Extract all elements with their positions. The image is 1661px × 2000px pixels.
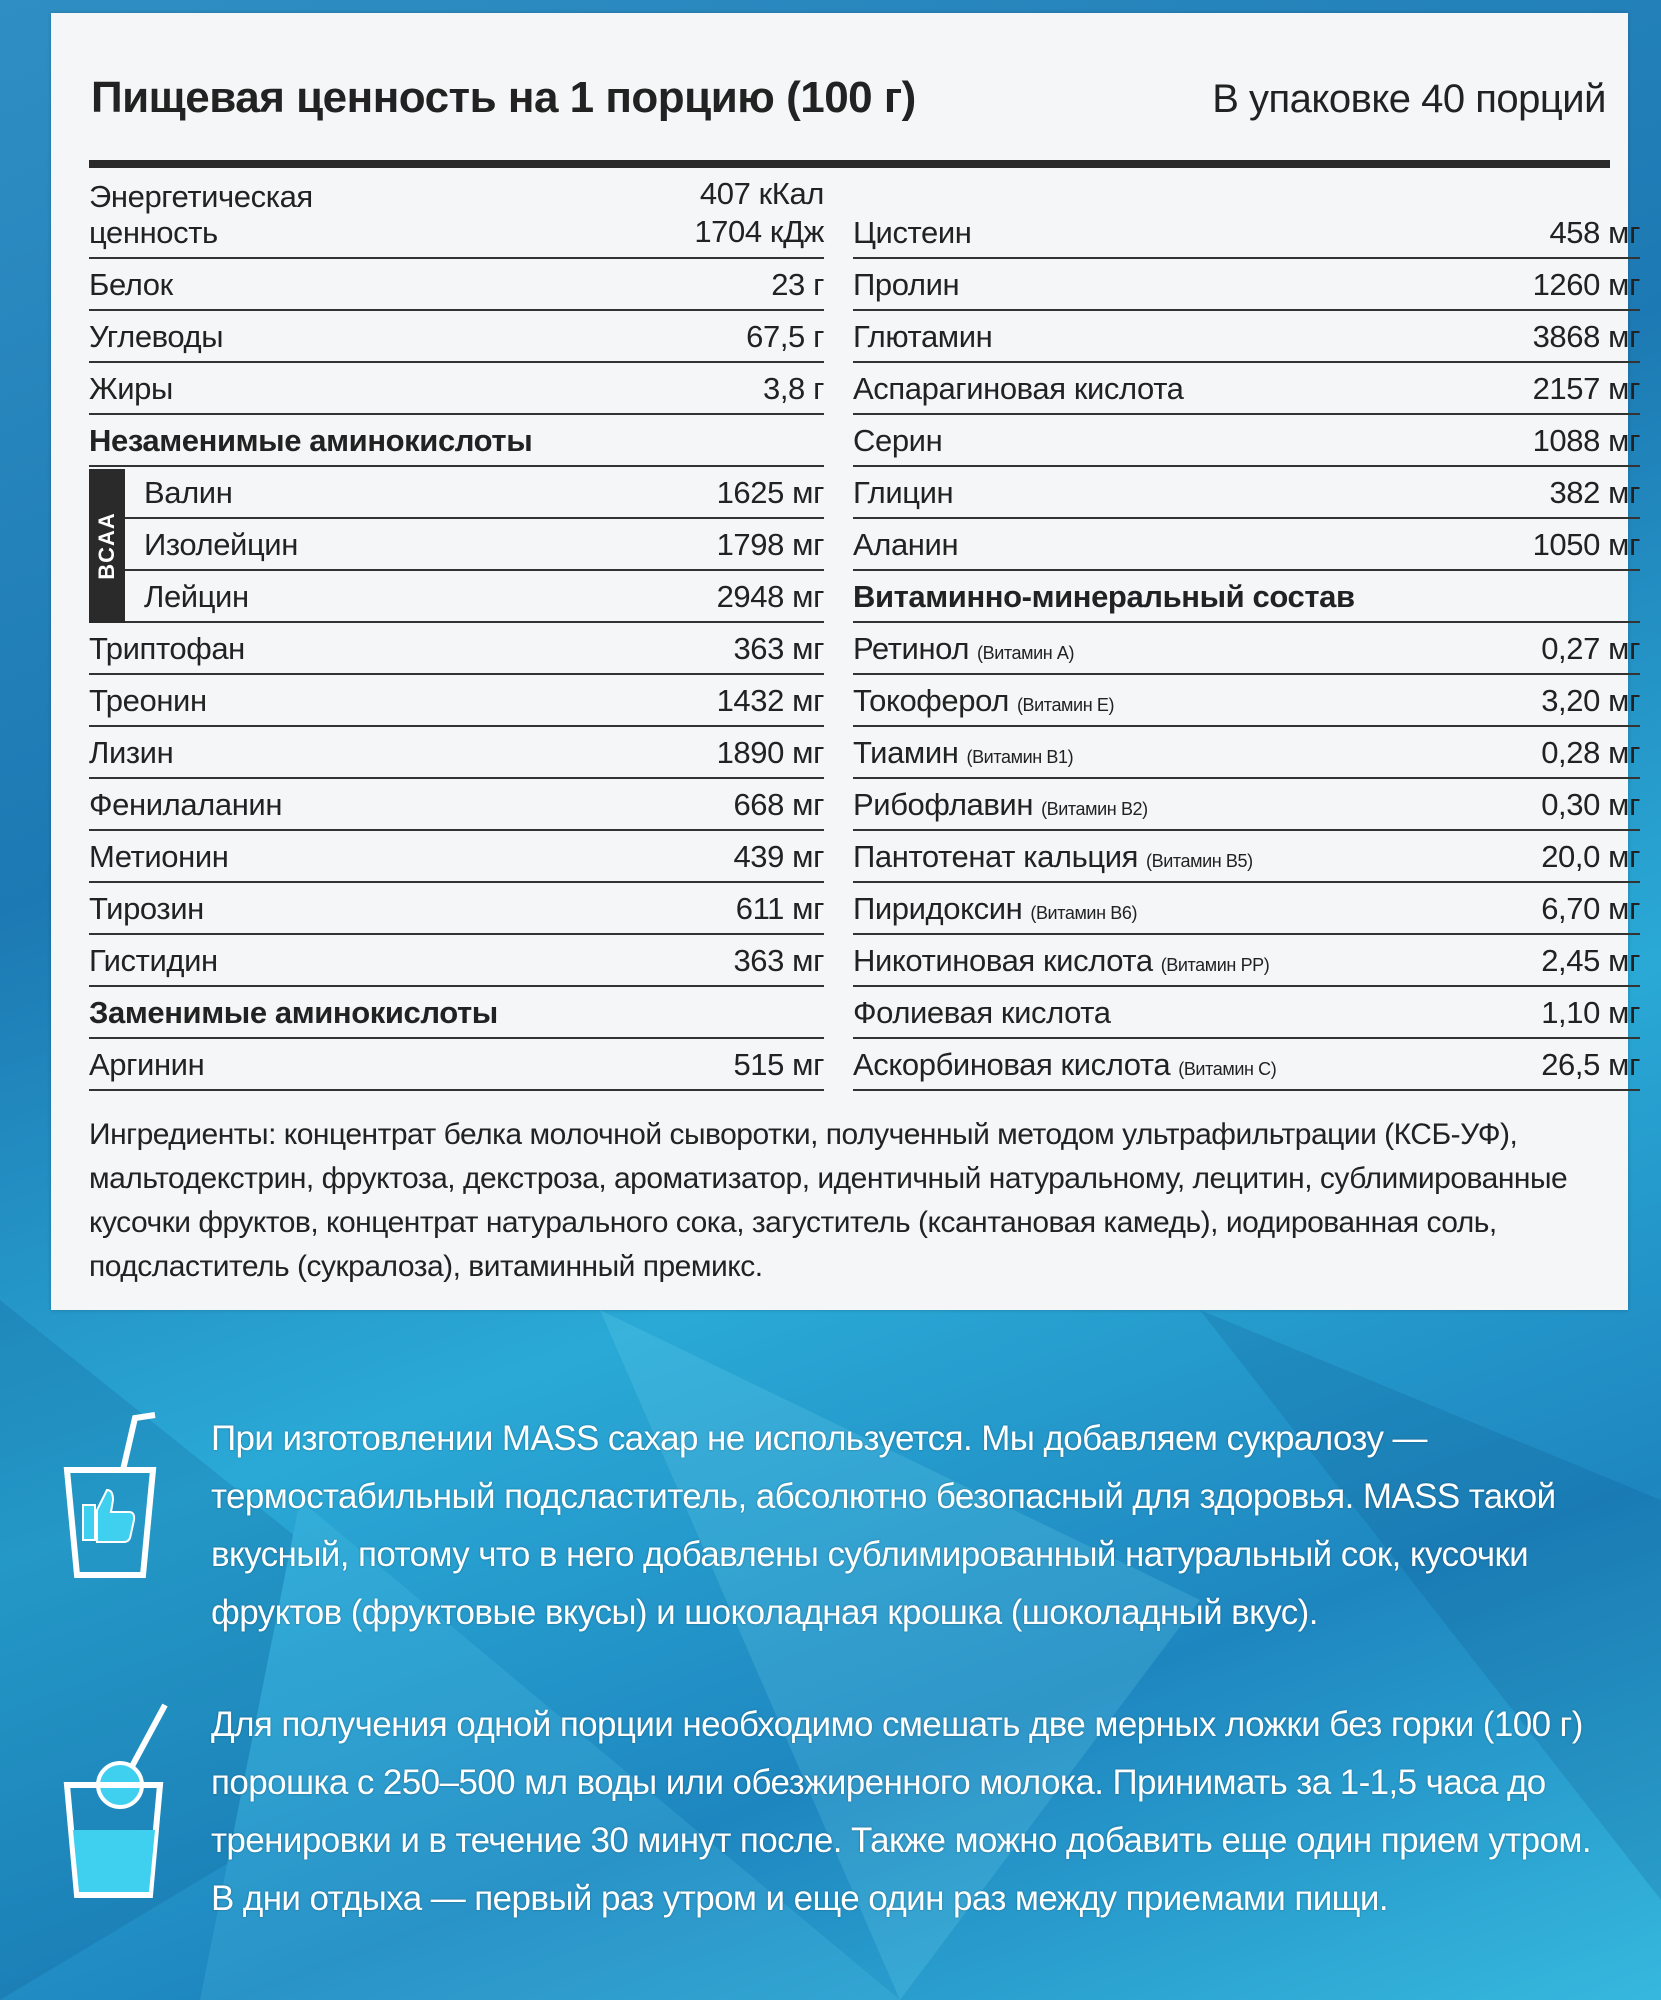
nutrient-label: Заменимые аминокислоты	[89, 995, 498, 1030]
energy-label-line1: Энергетическая	[89, 179, 313, 214]
nutrient-value: 2,45 мг	[1541, 943, 1640, 978]
nutrient-label: Аргинин	[89, 1047, 205, 1082]
nutrient-row	[853, 727, 1640, 779]
nutrient-label: Изолейцин	[144, 527, 298, 562]
nutrient-row	[853, 415, 1640, 467]
nutrient-row	[89, 1039, 824, 1091]
nutrient-label-group	[853, 891, 1137, 927]
vitamin-name: (Витамин С)	[1178, 1059, 1277, 1079]
nutrient-value: 382 мг	[1549, 475, 1640, 510]
nutrient-label-group	[853, 371, 1184, 407]
section-header	[89, 987, 824, 1039]
nutrient-row	[89, 467, 824, 519]
nutrient-row	[853, 831, 1640, 883]
nutrient-row	[853, 259, 1640, 311]
nutrient-row	[853, 519, 1640, 571]
bcaa-band	[89, 469, 125, 623]
nutrition-panel	[51, 13, 1640, 1310]
ingredients-text: Ингредиенты: концентрат белка молочной сыворотки, полученный методом ультрафильтрации (КСБ-УФ), мальтодекстрин, фруктоза, декстроза, ароматизатор, идентичный натуральному, лецитин, сублимированные кусочки фруктов, концентрат натурального сока, загуститель (ксантановая камедь), иодированная соль, подсластитель (сукралоза), витаминный премикс.	[89, 1118, 1568, 1283]
nutrient-label: Фенилаланин	[89, 787, 283, 822]
nutrient-value: 67,5 г	[746, 319, 824, 354]
nutrient-label: Аланин	[853, 527, 959, 562]
nutrient-label-group	[853, 423, 942, 459]
nutrient-row	[89, 727, 824, 779]
nutrient-value: 23 г	[771, 267, 824, 302]
nutrient-value: 0,27 мг	[1541, 631, 1640, 666]
nutrient-row	[89, 883, 824, 935]
nutrient-value: 363 мг	[733, 631, 824, 666]
nutrient-value: 1,10 мг	[1541, 995, 1640, 1030]
nutrition-right-column	[853, 176, 1640, 1091]
nutrient-value: 0,30 мг	[1541, 787, 1640, 822]
nutrient-label: Метионин	[89, 839, 229, 874]
header-divider	[89, 160, 1610, 168]
nutrient-label: Токоферол	[853, 683, 1009, 718]
nutrient-label: Треонин	[89, 683, 207, 718]
nutrient-row	[89, 311, 824, 363]
nutrient-value: 611 мг	[735, 891, 824, 926]
nutrient-row	[853, 176, 1640, 259]
nutrient-row	[89, 623, 824, 675]
sweetener-info: При изготовлении MASS сахар не используется. Мы добавляем сукралозу — термостабильный подсластитель, абсолютно безопасный для здоровья. MASS такой вкусный, потому что в него добавлены сублимированный натуральный сок, кусочки фруктов (фруктовые вкусы) и шоколадная крошка (шоколадный вкус).	[211, 1419, 1556, 1632]
nutrient-value: 3,8 г	[762, 371, 824, 406]
nutrient-value: 515 мг	[733, 1047, 824, 1082]
energy-kcal: 407 кКал	[699, 176, 824, 211]
vitamin-name: (Витамин В2)	[1041, 799, 1148, 819]
nutrient-value: 363 мг	[733, 943, 824, 978]
nutrient-row	[853, 883, 1640, 935]
nutrient-label: Глицин	[853, 475, 954, 510]
nutrient-label: Незаменимые аминокислоты	[89, 423, 533, 458]
nutrient-row	[853, 1039, 1640, 1091]
nutrient-row	[89, 831, 824, 883]
nutrient-row	[89, 571, 824, 623]
nutrient-value: 1050 мг	[1532, 527, 1640, 562]
preparation-instructions: Для получения одной порции необходимо смешать две мерных ложки без горки (100 г) порошка с 250–500 мл воды или обезжиренного молока. Принимать за 1-1,5 часа до тренировки и в течение 30 минут после. Также можно добавить еще один прием утром. В дни отдыха — первый раз утром и еще один раз между приемами пищи.	[211, 1705, 1591, 1918]
nutrient-row	[853, 467, 1640, 519]
nutrient-label: Витаминно-минеральный состав	[853, 579, 1355, 614]
nutrient-label-group	[853, 839, 1253, 875]
cup-scoop-icon	[55, 1700, 175, 1900]
nutrient-row	[89, 935, 824, 987]
nutrient-value: 1890 мг	[716, 735, 824, 770]
nutrient-value: 439 мг	[733, 839, 824, 874]
nutrient-label: Углеводы	[89, 319, 224, 354]
nutrient-value: 6,70 мг	[1541, 891, 1640, 926]
nutrient-label-group	[853, 475, 953, 511]
nutrient-label: Тиамин	[853, 735, 959, 770]
nutrient-label-group	[853, 995, 1111, 1031]
nutrient-label: Глютамин	[853, 319, 993, 354]
nutrient-row	[89, 519, 824, 571]
nutrient-label: Цистеин	[853, 215, 972, 250]
section-header	[89, 415, 824, 467]
servings-per-pack: В упаковке 40 порций	[1212, 77, 1606, 121]
nutrient-label: Рибофлавин	[853, 787, 1034, 822]
nutrient-label: Пролин	[853, 267, 960, 302]
nutrient-label-group	[853, 683, 1114, 719]
nutrient-value: 20,0 мг	[1541, 839, 1640, 874]
nutrient-label-group	[853, 735, 1073, 771]
nutrient-label: Триптофан	[89, 631, 245, 666]
nutrient-label-group	[853, 527, 958, 563]
nutrient-value	[694, 175, 824, 251]
nutrition-left-column	[89, 176, 824, 1091]
nutrition-title: Пищевая ценность на 1 порцию (100 г)	[91, 73, 916, 122]
nutrient-label: Гистидин	[89, 943, 218, 978]
vitamin-name: (Витамин В1)	[966, 747, 1074, 767]
nutrient-row	[853, 987, 1640, 1039]
nutrient-value: 1432 мг	[716, 683, 824, 718]
nutrient-label: Фолиевая кислота	[853, 995, 1111, 1030]
energy-kj: 1704 кДж	[694, 214, 824, 249]
nutrient-value: 26,5 мг	[1541, 1047, 1640, 1082]
nutrient-value: 0,28 мг	[1541, 735, 1640, 770]
nutrient-label-group	[853, 267, 959, 303]
nutrient-label-group	[853, 579, 1355, 615]
nutrient-value: 2157 мг	[1532, 371, 1640, 406]
nutrient-value: 1088 мг	[1532, 423, 1640, 458]
nutrient-label: Никотиновая кислота	[853, 943, 1153, 978]
nutrient-value: 3,20 мг	[1541, 683, 1640, 718]
nutrient-row	[89, 675, 824, 727]
nutrient-row	[853, 935, 1640, 987]
nutrient-label: Лейцин	[144, 579, 249, 614]
nutrient-row	[89, 363, 824, 415]
nutrient-label: Пантотенат кальция	[853, 839, 1139, 874]
nutrient-label: Белок	[89, 267, 173, 302]
nutrient-value: 2948 мг	[716, 579, 824, 614]
nutrient-row	[89, 176, 824, 259]
vitamin-name: (Витамин В5)	[1146, 851, 1253, 871]
nutrient-label: Ретинол	[853, 631, 970, 666]
nutrient-label-group	[853, 943, 1269, 979]
vitamin-name: (Витамин А)	[977, 643, 1075, 663]
nutrient-label: Аскорбиновая кислота	[853, 1047, 1171, 1082]
nutrient-label-group	[853, 787, 1148, 823]
nutrient-value: 3868 мг	[1532, 319, 1640, 354]
nutrient-row	[853, 779, 1640, 831]
nutrient-label: Пиридоксин	[853, 891, 1023, 926]
nutrient-label: Серин	[853, 423, 943, 458]
nutrient-row	[853, 363, 1640, 415]
nutrient-row	[89, 779, 824, 831]
nutrient-label-group	[853, 631, 1074, 667]
nutrient-row	[853, 623, 1640, 675]
cup-thumbs-up-icon	[55, 1410, 165, 1580]
nutrient-label: Валин	[144, 475, 233, 510]
nutrient-row	[853, 675, 1640, 727]
vitamin-name: (Витамин Е)	[1016, 695, 1115, 715]
vitamin-name: (Витамин В6)	[1030, 903, 1138, 923]
nutrient-label	[89, 179, 313, 251]
nutrient-label: Тирозин	[89, 891, 204, 926]
bcaa-label: BCAA	[94, 512, 119, 580]
nutrient-value: 458 мг	[1549, 215, 1640, 250]
nutrient-value: 1798 мг	[716, 527, 824, 562]
nutrient-row	[853, 311, 1640, 363]
nutrient-label: Лизин	[89, 735, 174, 770]
nutrient-label-group	[853, 215, 971, 251]
vitamin-name: (Витамин РР)	[1160, 955, 1270, 975]
nutrient-label-group	[853, 1047, 1276, 1083]
nutrient-label: Аспарагиновая кислота	[853, 371, 1184, 406]
nutrient-value: 1260 мг	[1532, 267, 1640, 302]
nutrient-row	[89, 259, 824, 311]
energy-label-line2: ценность	[89, 215, 218, 250]
section-header	[853, 571, 1640, 623]
nutrient-label: Жиры	[89, 371, 173, 406]
nutrient-value: 668 мг	[733, 787, 824, 822]
nutrient-value: 1625 мг	[716, 475, 824, 510]
nutrient-label-group	[853, 319, 992, 355]
